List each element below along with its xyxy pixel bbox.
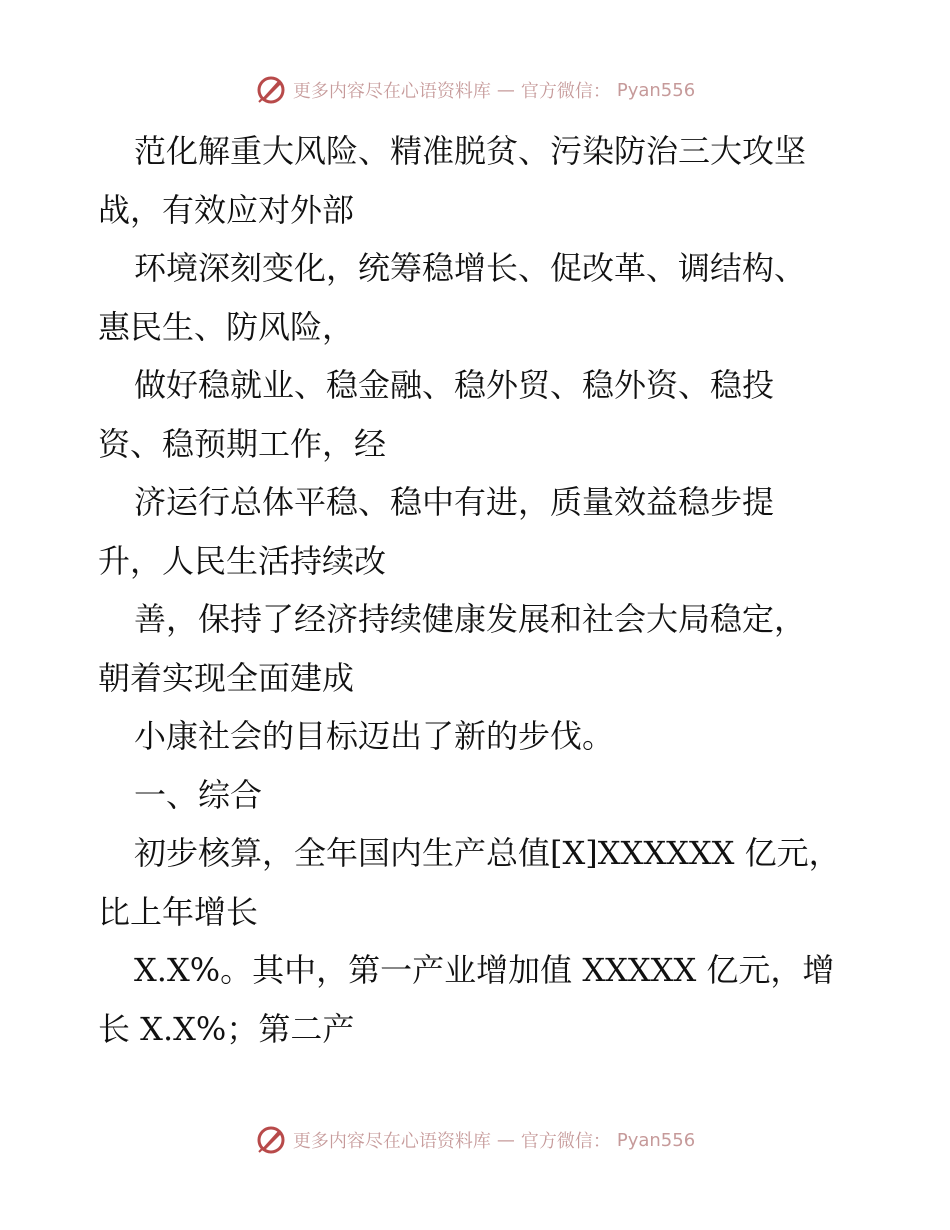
paragraph <box>98 824 878 941</box>
paragraph-line: 善，保持了经济持续健康发展和社会大局稳定， <box>134 600 807 638</box>
paragraph-continuation: 战，有效应对外部 <box>98 190 355 229</box>
header-watermark <box>0 74 950 106</box>
paragraph-continuation: 长 X.X%；第二产 <box>98 1009 355 1048</box>
paragraph-line: X.X%。其中，第一产业增加值 XXXXX 亿元，增 <box>134 951 835 989</box>
paragraph <box>98 590 878 707</box>
paragraph <box>98 239 878 356</box>
paragraph-line: 小康社会的目标迈出了新的步伐。 <box>134 717 615 755</box>
paragraph-line: 环境深刻变化，统筹稳增长、促改革、调结构、 <box>134 249 807 287</box>
watermark-separator: — <box>496 1129 515 1151</box>
paragraph <box>98 473 878 590</box>
watermark-wechat-id: Pyan556 <box>616 1129 696 1151</box>
watermark-wechat-label: 官方微信： <box>520 81 611 102</box>
paragraph-continuation: 比上年增长 <box>98 892 259 931</box>
paragraph-line: 做好稳就业、稳金融、稳外贸、稳外资、稳投 <box>134 366 775 404</box>
quill-logo-icon <box>255 74 287 106</box>
watermark-separator: — <box>496 79 515 101</box>
quill-logo-icon <box>255 1124 287 1156</box>
watermark-wechat-label: 官方微信： <box>520 1131 611 1152</box>
paragraph <box>98 707 878 766</box>
paragraph-line: 济运行总体平稳、稳中有进，质量效益稳步提 <box>134 483 775 521</box>
paragraph-continuation: 朝着实现全面建成 <box>98 658 355 697</box>
watermark-wechat-id: Pyan556 <box>616 79 696 101</box>
paragraph-line: 范化解重大风险、精准脱贫、污染防治三大攻坚 <box>134 132 807 170</box>
paragraph-line: 一、综合 <box>134 775 263 814</box>
footer-watermark <box>0 1124 950 1156</box>
section-heading <box>98 766 878 825</box>
paragraph-continuation: 升，人民生活持续改 <box>98 541 387 580</box>
paragraph-continuation: 惠民生、防风险， <box>98 307 355 346</box>
paragraph <box>98 122 878 239</box>
document-body <box>98 122 878 1058</box>
paragraph <box>98 356 878 473</box>
watermark-brand: 更多内容尽在心语资料库 <box>292 1131 491 1152</box>
paragraph <box>98 941 878 1058</box>
paragraph-line: 初步核算，全年国内生产总值[X]XXXXXX 亿元， <box>134 834 841 872</box>
paragraph-continuation: 资、稳预期工作，经 <box>98 424 387 463</box>
watermark-brand: 更多内容尽在心语资料库 <box>292 81 491 102</box>
